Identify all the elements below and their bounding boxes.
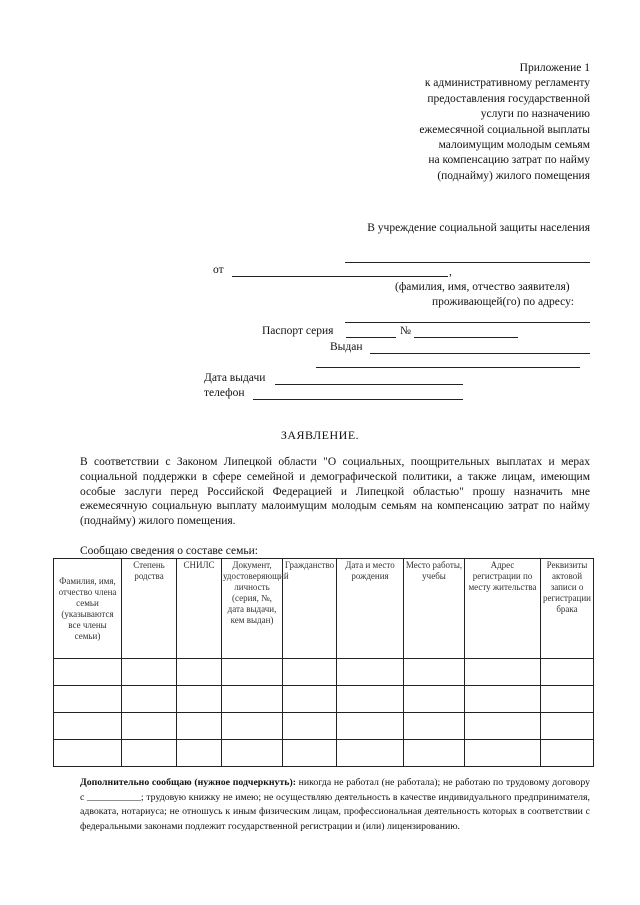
table-cell[interactable] xyxy=(54,713,122,740)
column-header: СНИЛС xyxy=(177,559,222,659)
column-header: Документ, удостоверяющий личность (серия, №, дата выдачи, кем выдан) xyxy=(222,559,283,659)
column-header: Адрес регистрации по месту жительства xyxy=(465,559,541,659)
table-cell[interactable] xyxy=(337,740,404,767)
table-cell[interactable] xyxy=(337,686,404,713)
table-cell[interactable] xyxy=(465,686,541,713)
column-header: Место работы, учебы xyxy=(404,559,465,659)
issued-by-field-continued[interactable] xyxy=(316,367,580,368)
applicant-name-hint: (фамилия, имя, отчество заявителя) xyxy=(395,281,570,293)
table-cell[interactable] xyxy=(541,713,594,740)
column-header: Гражданство xyxy=(283,559,337,659)
table-cell[interactable] xyxy=(122,740,177,767)
appendix-header xyxy=(419,61,590,184)
table-cell[interactable] xyxy=(122,713,177,740)
issue-date-field[interactable] xyxy=(275,384,463,385)
table-cell[interactable] xyxy=(222,659,283,686)
residing-label: проживающей(го) по адресу: xyxy=(432,296,574,308)
table-cell[interactable] xyxy=(222,740,283,767)
column-header: Степень родства xyxy=(122,559,177,659)
addressee-blank-line[interactable] xyxy=(345,262,590,263)
table-cell[interactable] xyxy=(222,686,283,713)
table-cell[interactable] xyxy=(465,740,541,767)
table-cell[interactable] xyxy=(222,713,283,740)
from-comma: , xyxy=(449,266,452,278)
table-cell[interactable] xyxy=(404,659,465,686)
appendix-line: к административному регламенту xyxy=(424,77,590,90)
family-composition-table xyxy=(53,558,594,767)
table-cell[interactable] xyxy=(283,713,337,740)
additional-info-text: никогда не работал (не работала); не работаю по трудовому договору с ___________; трудовую книжку не имею; не осуществляю деятельность в качестве индивидуального предпринимателя, адвоката, нотариуса; не отношусь к иным физическим лицам, профессиональная деятельность которых в соответствии с федеральными законами подлежит государственной регистрации и (или) лицензированию. xyxy=(80,777,590,832)
table-cell[interactable] xyxy=(177,713,222,740)
table-cell[interactable] xyxy=(337,659,404,686)
appendix-line: малоимущим молодым семьям xyxy=(438,139,590,152)
passport-series-field[interactable] xyxy=(346,337,396,338)
appendix-line: ежемесячной социальной выплаты xyxy=(419,123,590,136)
table-cell[interactable] xyxy=(404,686,465,713)
address-field[interactable] xyxy=(345,322,590,323)
phone-label: телефон xyxy=(204,387,245,399)
table-cell[interactable] xyxy=(541,686,594,713)
from-label: от xyxy=(213,264,224,276)
table-cell[interactable] xyxy=(54,740,122,767)
table-row xyxy=(54,713,594,740)
appendix-line: на компенсацию затрат по найму xyxy=(428,154,590,167)
table-cell[interactable] xyxy=(122,659,177,686)
table-cell[interactable] xyxy=(404,713,465,740)
appendix-line: предоставления государственной xyxy=(427,92,590,105)
additional-info-label: Дополнительно сообщаю (нужное подчеркнуть): xyxy=(80,777,296,788)
table-cell[interactable] xyxy=(541,659,594,686)
passport-series-label: Паспорт серия xyxy=(262,325,334,337)
column-header: Фамилия, имя, отчество члена семьи (указываются все члены семьи) xyxy=(54,559,122,659)
additional-info xyxy=(80,776,590,834)
application-body-text: В соответствии с Законом Липецкой области "О социальных, поощрительных выплатах и мерах социальной поддержки в сфере семейной и демографической политики, а также лицам, имеющим особые заслуги перед Российской Федерацией и Липецкой областью" прошу назначить мне ежемесячную социальную выплату малоимущим молодым семьям на компенсацию затрат по найму (поднайму) жилого помещения. xyxy=(80,456,590,528)
table-cell[interactable] xyxy=(541,740,594,767)
table-cell[interactable] xyxy=(465,713,541,740)
table-cell[interactable] xyxy=(283,740,337,767)
table-cell[interactable] xyxy=(54,686,122,713)
table-cell[interactable] xyxy=(283,686,337,713)
issued-by-field[interactable] xyxy=(370,353,590,354)
appendix-line: Приложение 1 xyxy=(519,62,590,74)
phone-field[interactable] xyxy=(253,399,463,400)
addressee: В учреждение социальной защиты населения xyxy=(367,222,590,234)
table-cell[interactable] xyxy=(283,659,337,686)
table-header-row xyxy=(54,559,594,659)
table-cell[interactable] xyxy=(465,659,541,686)
table-row xyxy=(54,686,594,713)
passport-number-field[interactable] xyxy=(414,337,518,338)
passport-number-label: № xyxy=(400,325,411,337)
table-cell[interactable] xyxy=(122,686,177,713)
table-cell[interactable] xyxy=(177,659,222,686)
applicant-name-field[interactable] xyxy=(232,276,448,277)
table-row xyxy=(54,740,594,767)
appendix-line: (поднайму) жилого помещения xyxy=(437,169,590,182)
table-row xyxy=(54,659,594,686)
table-cell[interactable] xyxy=(177,740,222,767)
table-cell[interactable] xyxy=(337,713,404,740)
issue-date-label: Дата выдачи xyxy=(204,372,266,384)
table-cell[interactable] xyxy=(54,659,122,686)
issued-by-label: Выдан xyxy=(330,341,363,353)
table-cell[interactable] xyxy=(404,740,465,767)
document-title: ЗАЯВЛЕНИЕ. xyxy=(280,428,360,442)
column-header: Реквизиты актовой записи о регистрации брака xyxy=(541,559,594,659)
appendix-line: услуги по назначению xyxy=(480,108,590,121)
table-cell[interactable] xyxy=(177,686,222,713)
column-header: Дата и место рождения xyxy=(337,559,404,659)
family-table-intro: Сообщаю сведения о составе семьи: xyxy=(80,545,258,557)
